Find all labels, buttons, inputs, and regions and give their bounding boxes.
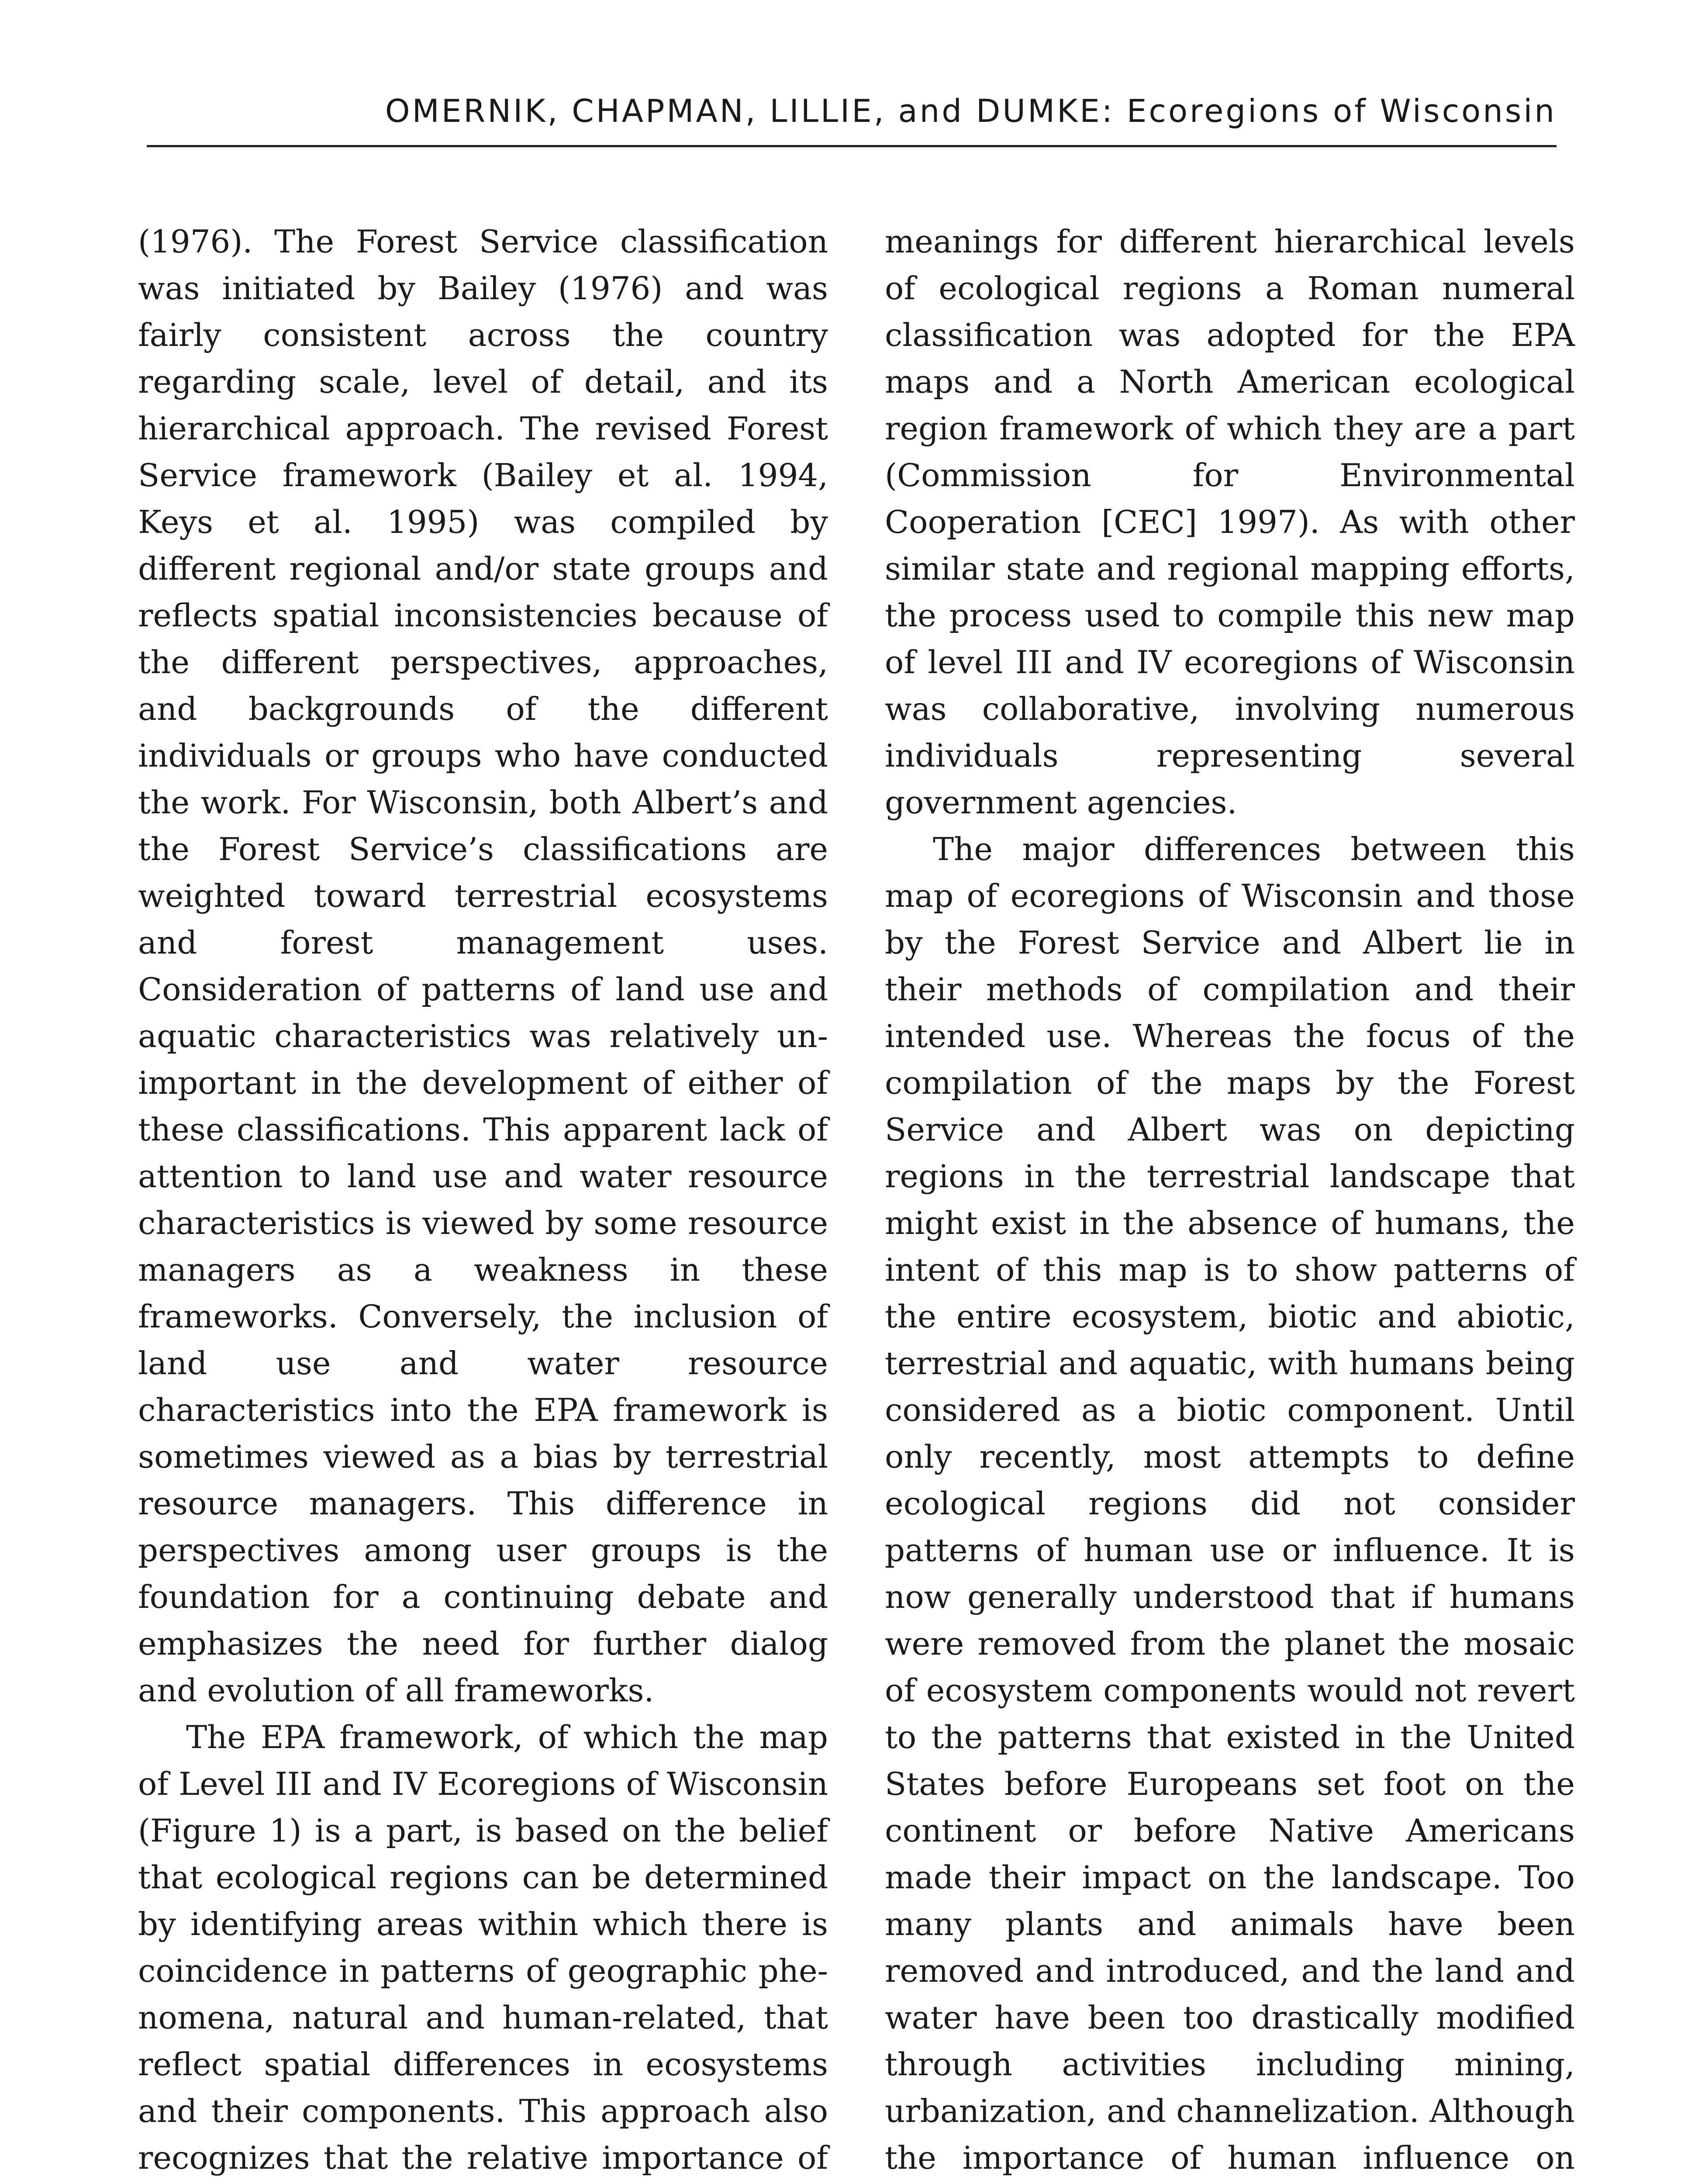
header-rule (147, 145, 1557, 147)
paragraph: (1976). The Forest Service classification was initiated by Bailey (1976) and was fairly consistent across the country regarding scale, level of detail, and its hierarchical approach. The revised Forest Service framework (Bailey et al. 1994, Keys et al. 1995) was compiled by different regional and/or state groups and reflects spatial inconsistencies because of the different perspectives, approaches, and backgrounds of the different individuals or groups who have conducted the work. For Wisconsin, both Albert’s and the Forest Service’s classifications are weighted toward terrestrial ecosystems and forest management uses. Consideration of patterns of land use and aquatic characteristics was relatively unimportant in the development of either of these classifications. This apparent lack of attention to land use and water resource characteristics is viewed by some resource managers as a weakness in these frameworks. Conversely, the inclusion of land use and water resource characteristics into the EPA framework is sometimes viewed as a bias by terrestrial resource managers. This difference in perspectives among user groups is the foundation for a continuing debate and emphasizes the need for further dialog and evolution of all frameworks. (138, 223, 828, 1709)
left-column (138, 218, 828, 2184)
paragraph: The EPA framework, of which the map of Level III and IV Ecoregions of Wisconsin (Figure 1) is a part, is based on the belief that ecological regions can be determined by identifying areas within which there is coincidence in patterns of geographic phenomena, natural and human-related, that reflect spatial differences in ecosystems and their components. This approach also recognizes that the relative importance of (138, 1719, 828, 2176)
paragraph: The major differences between this map of ecoregions of Wisconsin and those by the Forest Service and Albert lie in their methods of compilation and their intended use. Whereas the focus of the compilation of the maps by the Forest Service and Albert was on depicting regions in the terrestrial landscape that might exist in the absence of humans, the intent of this map is to show patterns of the entire ecosystem, biotic and abiotic, terrestrial and aquatic, with humans being considered as a biotic component. Until only recently, most attempts to define ecological regions did not consider patterns of human use or influence. It is now generally understood that if humans were removed from the planet the mosaic of ecosystem components would not revert to the patterns that existed in the United States before Europeans set foot on the continent or before Native Americans made their impact on the landscape. Too many plants and animals have been removed and introduced, and the land and water have been too drastically modified through activities including mining, urbanization, and channelization. Although the importance of human influence on (885, 831, 1575, 2176)
running-head: OMERNIK, CHAPMAN, LILLIE, and DUMKE: Ecoregions of Wisconsin (385, 93, 1557, 129)
paragraph: meanings for different hierarchical levels of ecological regions a Roman numeral classification was adopted for the EPA maps and a North American ecological region framework of which they are a part (Commission for Environmental Cooperation [CEC] 1997). As with other similar state and regional mapping efforts, the process used to compile this new map of level III and IV ecoregions of Wisconsin was collaborative, involving numerous individuals representing several government agencies. (885, 223, 1575, 821)
right-column (885, 218, 1575, 2184)
